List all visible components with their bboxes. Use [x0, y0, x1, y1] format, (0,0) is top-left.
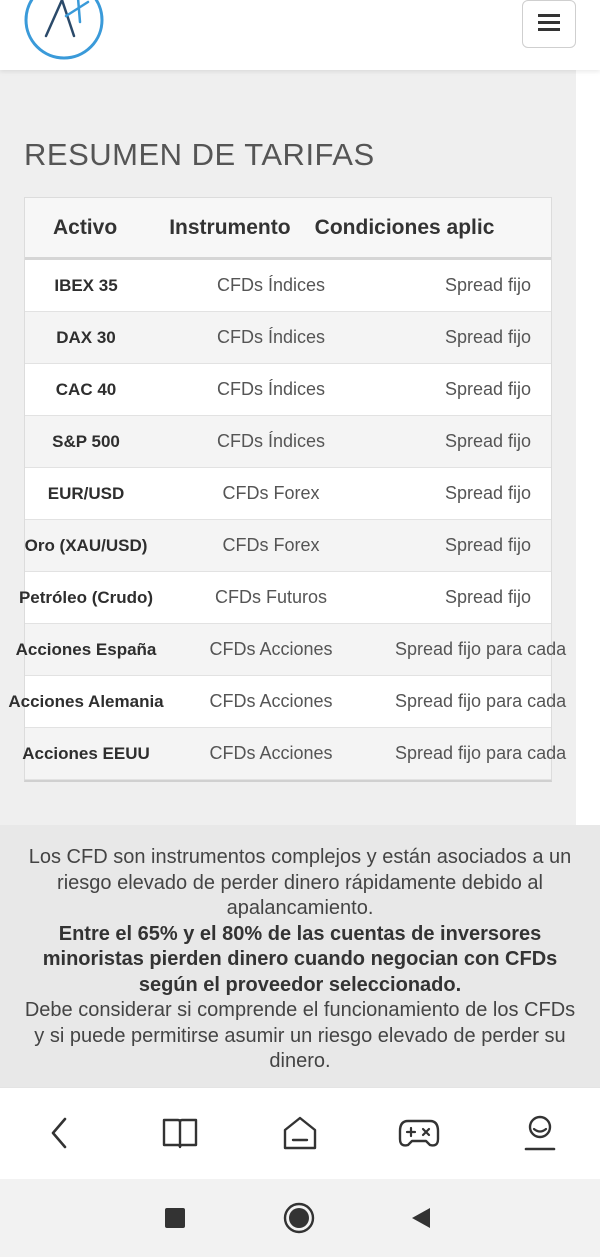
table-row: [8, 676, 567, 728]
cell-instrument: CFDs Acciones: [209, 691, 333, 711]
table-header-row: [25, 198, 551, 260]
cell-asset: Acciones Alemania: [8, 691, 164, 711]
back-icon[interactable]: [36, 1110, 82, 1156]
home-circle-icon[interactable]: [282, 1201, 316, 1235]
cell-asset: Acciones España: [15, 639, 157, 659]
cell-conditions: Spread fijo: [444, 379, 531, 399]
risk-warning-text: Los CFD son instrumentos complejos y están asociados a un riesgo elevado de perder dinero rápidamente debido al apalancamiento.: [28, 846, 572, 919]
cell-instrument: CFDs Forex: [222, 483, 320, 503]
table-row: [18, 572, 551, 624]
table-row: [25, 416, 551, 468]
table-row: [25, 260, 551, 312]
cell-instrument: CFDs Forex: [222, 535, 320, 555]
column-header-conditions: Condiciones aplic: [314, 215, 495, 239]
cell-asset: IBEX 35: [54, 275, 118, 295]
games-controller-icon[interactable]: [396, 1110, 442, 1156]
cell-conditions: Spread fijo para cada: [395, 691, 567, 711]
cell-asset: S&P 500: [52, 431, 120, 451]
column-header-instrument: Instrumento: [169, 215, 291, 239]
browser-bottom-toolbar: [0, 1087, 600, 1179]
cell-asset: EUR/USD: [47, 483, 125, 503]
risk-warning-bold-text: Entre el 65% y el 80% de las cuentas de inversores minoristas pierden dinero cuando negocian con CFDs según el proveedor seleccionado.: [42, 922, 558, 996]
cell-asset: Acciones EEUU: [22, 743, 150, 763]
table-body: [8, 260, 567, 780]
page-title: RESUMEN DE TARIFAS: [24, 137, 375, 172]
profile-icon[interactable]: [517, 1110, 563, 1156]
risk-warning-advice-text: Debe considerar si comprende el funcionamiento de los CFDs y si puede permitirse asumir un riesgo elevado de perder su dinero.: [24, 999, 576, 1072]
brand-logo-icon[interactable]: [22, 0, 106, 62]
cell-instrument: CFDs Índices: [216, 275, 326, 295]
cell-conditions: Spread fijo: [444, 431, 531, 451]
table-row: [25, 468, 551, 520]
back-triangle-icon[interactable]: [404, 1201, 438, 1235]
table-row: [22, 728, 567, 780]
site-header: [0, 0, 600, 70]
recents-square-icon[interactable]: [158, 1201, 192, 1235]
cell-conditions: Spread fijo para cada: [395, 743, 567, 763]
android-nav-bar: [0, 1179, 600, 1257]
cell-conditions: Spread fijo: [444, 587, 531, 607]
cell-asset: DAX 30: [56, 327, 116, 347]
cell-conditions: Spread fijo: [444, 327, 531, 347]
fees-table[interactable]: [8, 197, 567, 782]
cell-instrument: CFDs Índices: [216, 379, 326, 399]
cell-conditions: Spread fijo: [444, 535, 531, 555]
home-icon[interactable]: [277, 1110, 323, 1156]
cell-asset: Oro (XAU/USD): [24, 535, 148, 555]
cell-conditions: Spread fijo: [444, 483, 531, 503]
table-row: [25, 364, 551, 416]
cell-instrument: CFDs Índices: [216, 327, 326, 347]
cfd-risk-warning: [0, 825, 600, 1087]
bookmarks-book-icon[interactable]: [157, 1110, 203, 1156]
column-header-asset: Activo: [52, 215, 118, 239]
table-row: [15, 624, 567, 676]
cell-asset: CAC 40: [55, 379, 117, 399]
cell-instrument: CFDs Acciones: [209, 743, 333, 763]
main-content: [0, 70, 576, 825]
cell-conditions: Spread fijo: [444, 275, 531, 295]
table-row: [25, 520, 551, 572]
cell-instrument: CFDs Futuros: [214, 587, 328, 607]
hamburger-menu-icon: [538, 13, 560, 36]
cell-conditions: Spread fijo para cada: [395, 639, 567, 659]
cell-instrument: CFDs Acciones: [209, 639, 333, 659]
page-gutter: [576, 70, 600, 825]
hamburger-menu-button[interactable]: [522, 0, 576, 48]
cell-instrument: CFDs Índices: [216, 431, 326, 451]
cell-asset: Petróleo (Crudo): [18, 587, 154, 607]
table-row: [25, 312, 551, 364]
